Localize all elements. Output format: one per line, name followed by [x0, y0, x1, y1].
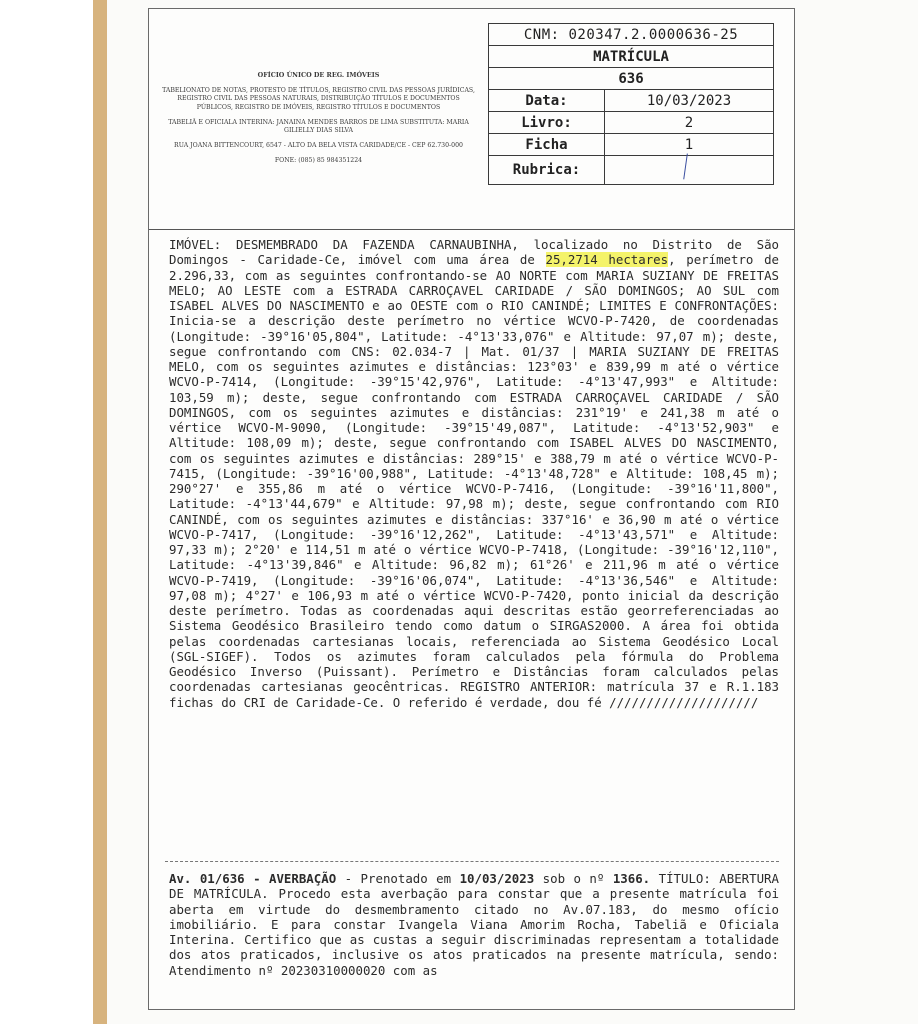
matricula-number: 636 [489, 68, 774, 90]
office-description: TABELIONATO DE NOTAS, PROTESTO DE TÍTULOS, REGISTRO CIVIL DAS PESSOAS JURÍDICAS, REGISTRO CIVIL DAS PESSOAS NATURAIS, DISTRIBUIÇÃO TÍTULOS E DOCUMENTOS PÚBLICOS, REGISTRO DE IMÓVEIS, REGISTRO TÍTULOS E DOCUMENTOS [162, 87, 475, 111]
paper-edge [93, 0, 107, 1024]
sob-text: sob o nº [534, 871, 613, 886]
signature-mark-icon [683, 154, 696, 181]
date-label: Data: [489, 90, 605, 112]
office-phone: FONE: (085) 85 984351224 [274, 157, 363, 165]
rubric-value [605, 156, 774, 185]
office-address: RUA JOANA BITTENCOURT, 6547 - ALTO DA BELA VISTA CARIDADE/CE - CEP 62.730-000 [174, 142, 463, 150]
book-value: 2 [605, 112, 774, 134]
property-text-start: IMÓVEL: DESMEMBRADO DA FAZENDA CARNAUBINHA, localizado no Distrito de São Domingos - Caridade-Ce, imóvel com uma área de [169, 237, 779, 268]
date-value: 10/03/2023 [605, 90, 774, 112]
sheet-label: Ficha [489, 134, 605, 156]
rubric-label: Rubrica: [489, 156, 605, 185]
averbacao-body: TÍTULO: ABERTURA DE MATRÍCULA. Procedo esta averbação para constar que a presente matrícula foi aberta em virtude do desmembramento citado no Av.07.183, do mesmo ofício imobiliário. E para constar Ivangela Viana Amorim Rocha, Tabeliã e Oficiala Interina. Certifico que as custas a seguir discriminadas representam a totalidade dos atos praticados, inclusive os atos praticados na presente matrícula, sendo: Atendimento nº 20230310000020 com as [169, 871, 779, 978]
prenotado-date: 10/03/2023 [459, 871, 535, 886]
registry-table [488, 23, 774, 185]
cnm-number: CNM: 020347.2.0000636-25 [489, 24, 774, 46]
protocol-number: 1366. [612, 871, 651, 886]
property-text-rest: , perímetro de 2.296,33, com as seguintes confrontando-se AO NORTE com MARIA SUZIANY DE FREITAS MELO; AO LESTE com a ESTRADA CARROÇAVEL CARIDADE / SÃO DOMINGOS; AO SUL com ISABEL ALVES DO NASCIMENTO e ao OESTE com o RIO CANINDÉ; LIMITES E CONFRONTAÇÕES: Inicia-se a descrição deste perímetro no vértice WCVO-P-7420, de coordenadas (Longitude: -39°16'05,804", Latitude: -4°13'33,076" e Altitude: 97,07 m); deste, segue confrontando com CNS: 02.034-7 | Mat. 01/37 | MARIA SUZIANY DE FREITAS MELO, com os seguintes azimutes e distâncias: 123°03' e 839,99 m até o vértice WCVO-P-7414, (Longitude: -39°15'42,976", Latitude: -4°13'47,993" e Altitude: 103,59 m); deste, segue confrontando com ESTRADA CARROÇAVEL CARIDADE / SÃO DOMINGOS, com os seguintes azimutes e distâncias: 231°19' e 241,38 m até o vértice WCVO-M-9090, (Longitude: -39°15'49,087", Latitude: -4°13'52,903" e Altitude: 108,09 m); deste, segue confrontando com ISABEL ALVES DO NASCIMENTO, com os seguintes azimutes e distâncias: 289°15' e 388,79 m até o vértice WCVO-P-7415, (Longitude: -39°16'00,988", Latitude: -4°13'48,728" e Altitude: 108,45 m); 290°27' e 355,86 m até o vértice WCVO-P-7416, (Longitude: -39°16'11,800", Latitude: -4°13'44,679" e Altitude: 97,98 m); deste, segue confrontando com RIO CANINDÉ, com os seguintes azimutes e distâncias: 337°16' e 36,90 m até o vértice WCVO-P-7417, (Longitude: -39°16'12,262", Latitude: -4°13'43,571" e Altitude: 97,33 m); 2°20' e 114,51 m até o vértice WCVO-P-7418, (Longitude: -39°16'12,110", Latitude: -4°13'39,846" e Altitude: 96,82 m); 61°26' e 211,96 m até o vértice WCVO-P-7419, (Longitude: -39°16'06,074", Latitude: -4°13'36,546" e Altitude: 97,08 m); 4°27' e 106,93 m até o vértice WCVO-P-7420, ponto inicial da descrição deste perímetro. Todas as coordenadas aqui descritas estão georreferenciadas ao Sistema Geodésico Brasileiro tendo como datum o SIRGAS2000. A área foi obtida pelas coordenadas cartesianas locais, referenciada ao Sistema Geodésico Local (SGL-SIGEF). Todos os azimutes foram calculados pela fórmula do Problema Geodésico Inverso (Puissant). Perímetro e Distâncias foram calculados pelas coordenadas cartesianas geocêntricas. REGISTRO ANTERIOR: matrícula 37 e R.1.183 fichas do CRI de Caridade-Ce. O referido é verdade, dou fé //////////////////// [169, 252, 779, 710]
office-staff: TABELIÃ E OFICIALA INTERINA: JANAINA MENDES BARROS DE LIMA SUBSTITUTA: MARIA GILIELLY DIAS SILVA [168, 118, 469, 135]
book-label: Livro: [489, 112, 605, 134]
office-info [161, 71, 476, 173]
matricula-label: MATRÍCULA [489, 46, 774, 68]
sheet-value: 1 [605, 134, 774, 156]
office-title: OFÍCIO ÚNICO DE REG. IMÓVEIS [257, 71, 380, 79]
averbacao-heading: Av. 01/636 - AVERBAÇÃO [169, 871, 337, 886]
registry-document [148, 8, 795, 1010]
document-header [149, 9, 794, 230]
section-divider [165, 861, 779, 862]
property-description [169, 237, 779, 710]
area-highlight: 25,2714 hectares [545, 252, 669, 268]
prenotado-text: - Prenotado em [336, 871, 460, 886]
averbacao-entry [169, 871, 779, 978]
